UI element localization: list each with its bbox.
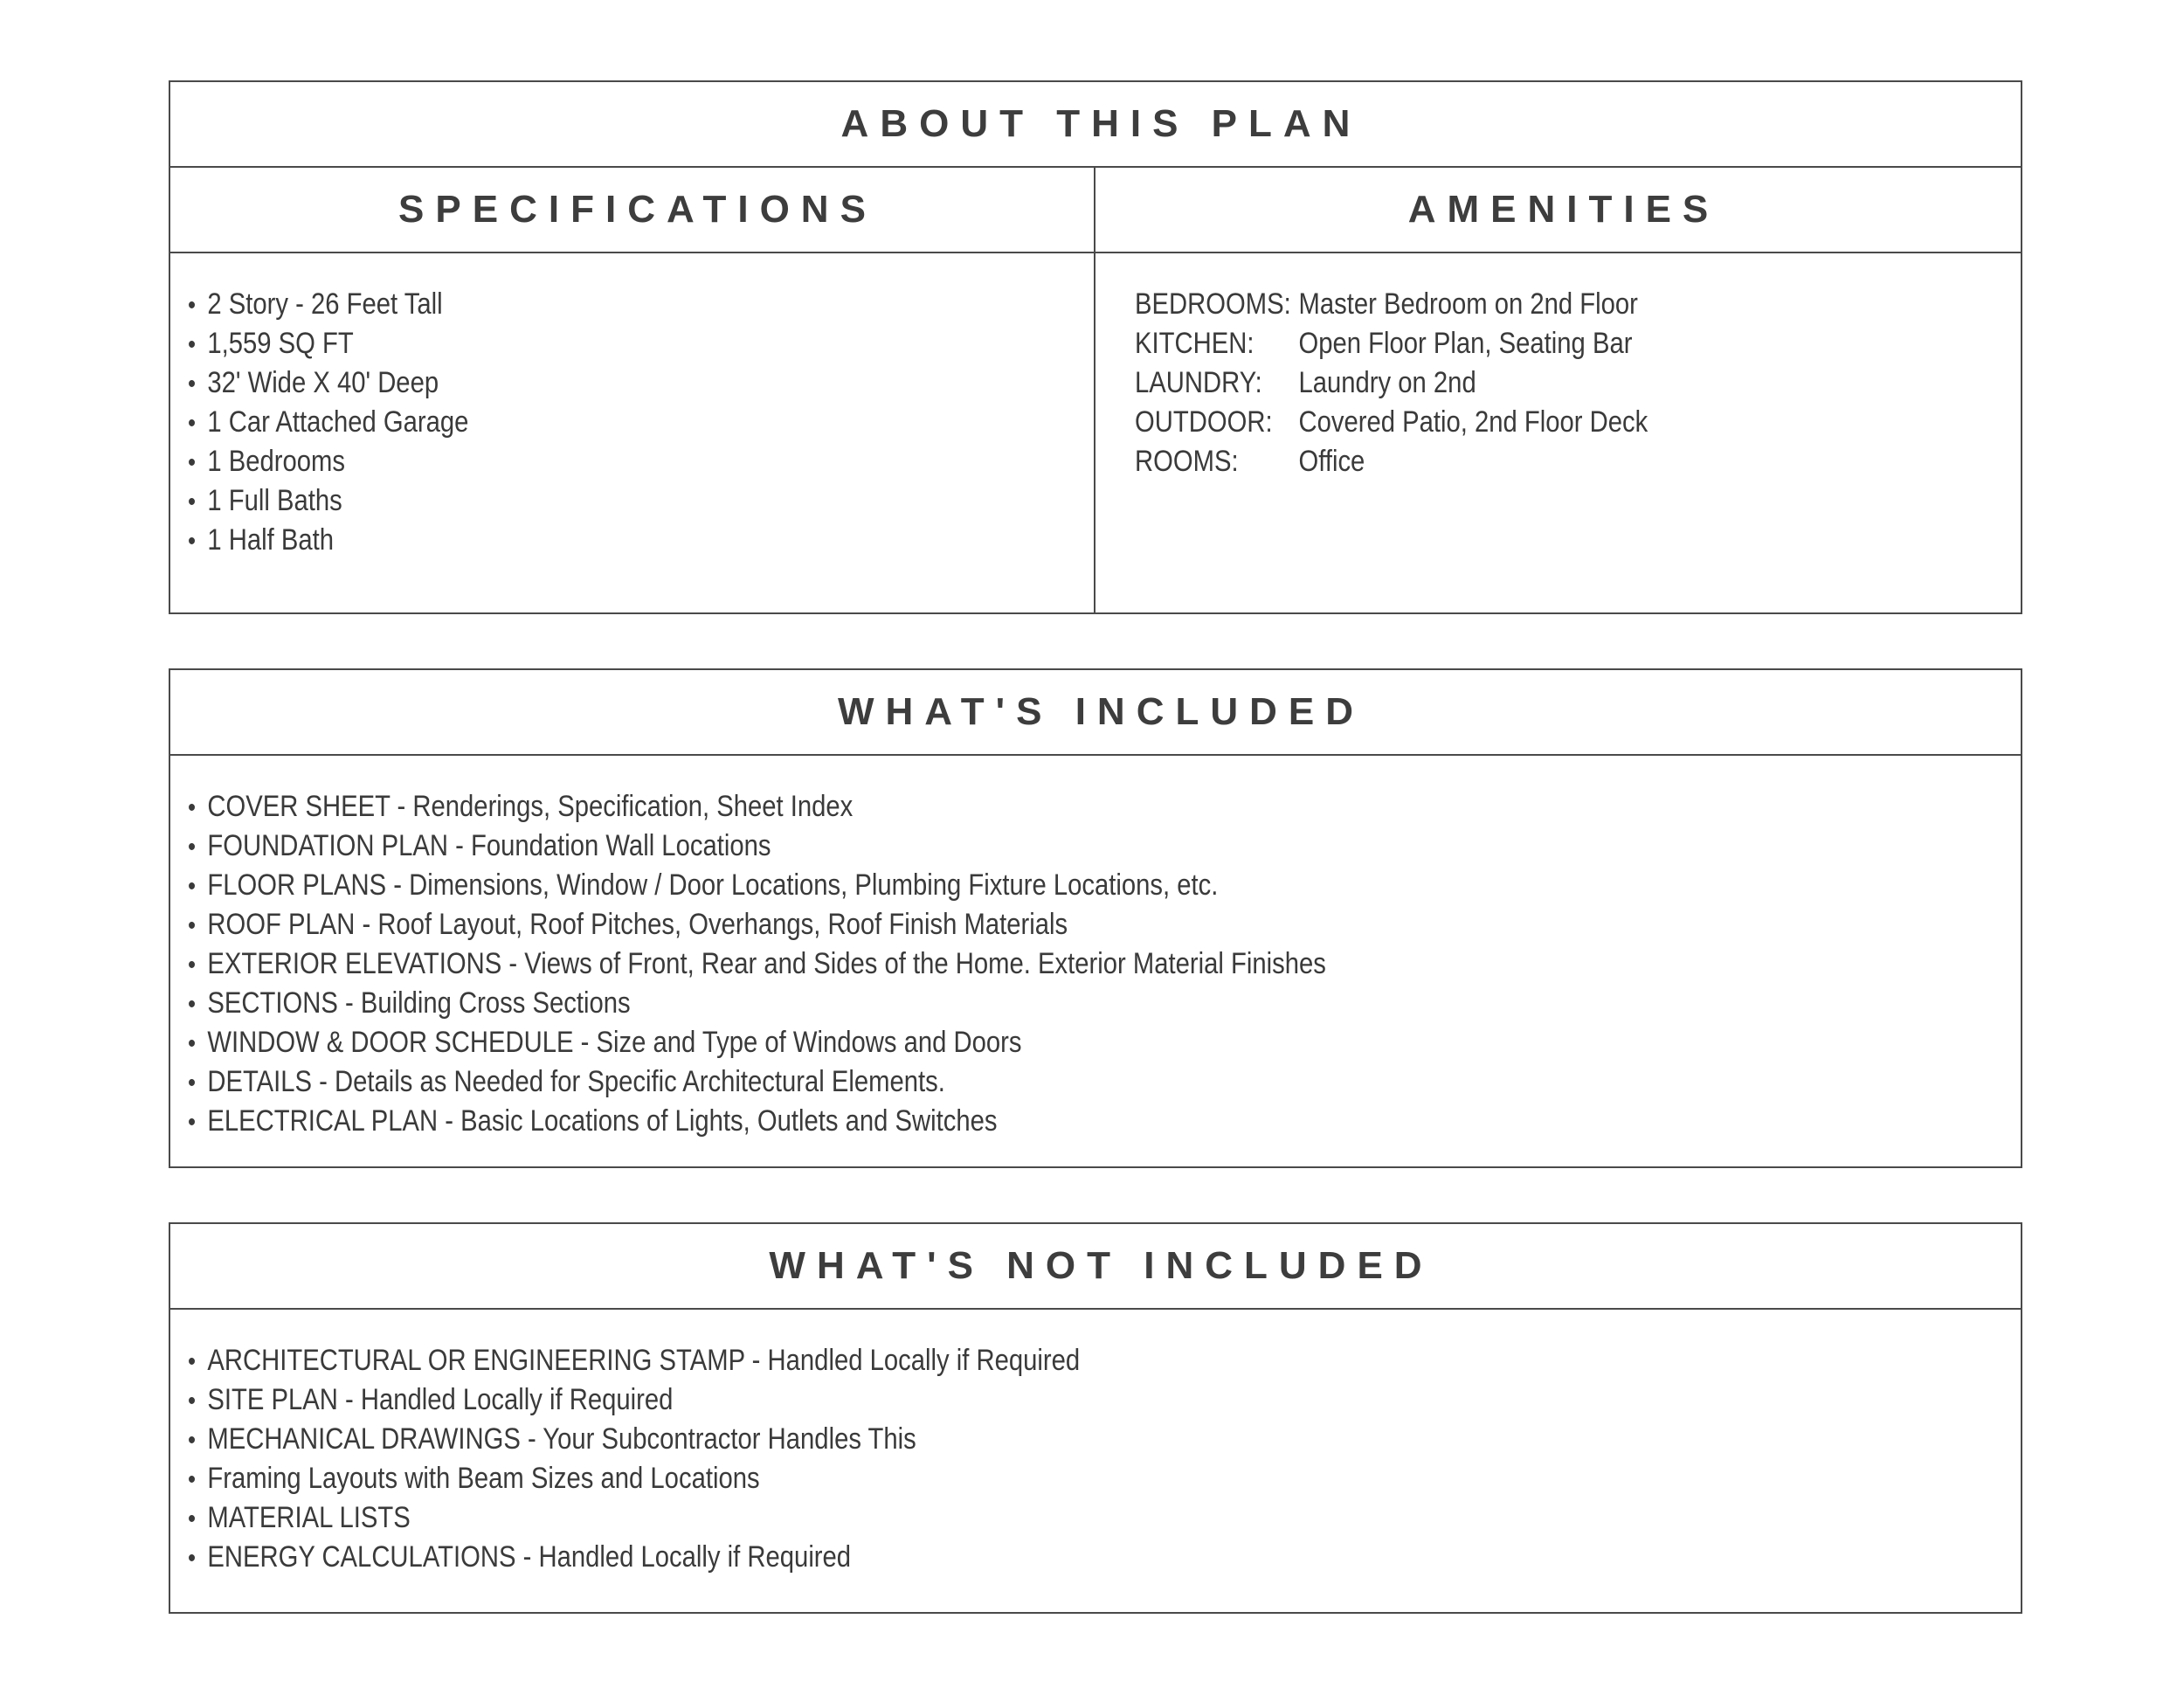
- amenities-body: [1095, 253, 2021, 614]
- not-included-item: • Framing Layouts with Beam Sizes and Locations: [188, 1459, 1764, 1498]
- amenity-value: Master Bedroom on 2nd Floor: [1298, 287, 1638, 321]
- amenity-key: ROOMS:: [1135, 445, 1239, 478]
- not-included-item: • MATERIAL LISTS: [188, 1498, 1764, 1538]
- included-item: • WINDOW & DOOR SCHEDULE - Size and Type of Windows and Doors: [188, 1023, 1764, 1062]
- about-this-plan-title: ABOUT THIS PLAN: [840, 102, 1362, 145]
- amenities-header: [1095, 168, 2021, 253]
- whats-not-included-header: [170, 1224, 2021, 1310]
- included-item: • ROOF PLAN - Roof Layout, Roof Pitches, Overhangs, Roof Finish Materials: [188, 905, 1764, 944]
- about-this-plan-section: [169, 80, 2022, 614]
- spec-item: • 1 Half Bath: [188, 521, 967, 560]
- amenity-row: [1135, 285, 1897, 324]
- spec-item: • 32' Wide X 40' Deep: [188, 363, 967, 403]
- whats-included-header: [170, 670, 2021, 756]
- specifications-list: [188, 285, 1094, 560]
- amenities-column: [1095, 168, 2021, 614]
- amenity-value: Covered Patio, 2nd Floor Deck: [1298, 405, 1648, 439]
- included-item: • FLOOR PLANS - Dimensions, Window / Door Locations, Plumbing Fixture Locations, etc.: [188, 866, 1764, 905]
- spec-item: • 2 Story - 26 Feet Tall: [188, 285, 967, 324]
- spec-item: • 1 Full Baths: [188, 481, 967, 521]
- amenity-value: Laundry on 2nd: [1298, 366, 1476, 399]
- amenity-key: KITCHEN:: [1135, 327, 1254, 360]
- whats-not-included-section: [169, 1222, 2022, 1614]
- amenity-row: [1135, 363, 1897, 403]
- amenity-value: Office: [1298, 445, 1365, 478]
- included-item: • DETAILS - Details as Needed for Specific Architectural Elements.: [188, 1062, 1764, 1102]
- specifications-title: SPECIFICATIONS: [398, 188, 877, 231]
- amenities-title: AMENITIES: [1407, 188, 1720, 231]
- specifications-column: [170, 168, 1095, 614]
- whats-not-included-body: [170, 1310, 2021, 1577]
- whats-included-list: [188, 787, 2021, 1141]
- amenity-row: [1135, 324, 1897, 363]
- spec-item: • 1 Bedrooms: [188, 442, 967, 481]
- amenity-row: [1135, 403, 1897, 442]
- whats-not-included-list: [188, 1341, 2021, 1577]
- amenity-value: Open Floor Plan, Seating Bar: [1298, 327, 1633, 360]
- included-item: • FOUNDATION PLAN - Foundation Wall Locations: [188, 827, 1764, 866]
- specifications-body: [170, 253, 1094, 614]
- about-columns: [170, 168, 2021, 614]
- whats-included-section: [169, 668, 2022, 1168]
- amenity-key: BEDROOMS:: [1135, 287, 1291, 321]
- whats-included-title: WHAT'S INCLUDED: [837, 690, 1365, 733]
- included-item: • SECTIONS - Building Cross Sections: [188, 984, 1764, 1023]
- spec-item: • 1,559 SQ FT: [188, 324, 967, 363]
- included-item: • ELECTRICAL PLAN - Basic Locations of Lights, Outlets and Switches: [188, 1102, 1764, 1141]
- amenity-key: LAUNDRY:: [1135, 366, 1262, 399]
- included-item: • COVER SHEET - Renderings, Specification, Sheet Index: [188, 787, 1764, 827]
- not-included-item: • ENERGY CALCULATIONS - Handled Locally if Required: [188, 1538, 1764, 1577]
- whats-included-body: [170, 756, 2021, 1141]
- amenity-row: [1135, 442, 1897, 481]
- not-included-item: • ARCHITECTURAL OR ENGINEERING STAMP - Handled Locally if Required: [188, 1341, 1764, 1380]
- included-item: • EXTERIOR ELEVATIONS - Views of Front, Rear and Sides of the Home. Exterior Material Finishes: [188, 944, 1764, 984]
- spec-item: • 1 Car Attached Garage: [188, 403, 967, 442]
- about-this-plan-header: [170, 82, 2021, 168]
- not-included-item: • MECHANICAL DRAWINGS - Your Subcontractor Handles This: [188, 1420, 1764, 1459]
- not-included-item: • SITE PLAN - Handled Locally if Required: [188, 1380, 1764, 1420]
- whats-not-included-title: WHAT'S NOT INCLUDED: [769, 1244, 1434, 1287]
- amenity-key: OUTDOOR:: [1135, 405, 1273, 439]
- specifications-header: [170, 168, 1094, 253]
